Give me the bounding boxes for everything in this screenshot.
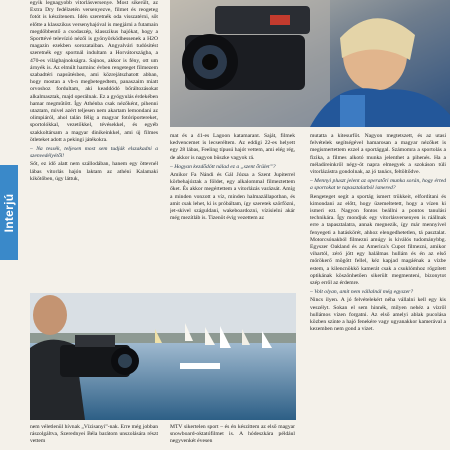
- interview-question: – Mennyi pluszt jelent az operatőri munka során, hogy érted a sportokat te tapasztalatból ismered?: [310, 178, 446, 192]
- section-label: Interjú: [2, 193, 16, 232]
- paragraph: Nincs ilyen. A jó felvételekért néha vállalni kell egy kis veszélyt. Sokan el sem hinnék, milyen nehéz a vízről hullámos vízen forgatni. Az első amelyi ablak pucolása közben szinte a hajó fenekére vagy ugyanakkor kamerával a kezemben nem gond a vizet.: [310, 297, 446, 333]
- paragraph: Amikor Fa Nándi és Gál Józsa a Szent Jupiterrel körbehajóztak a földet, egy alkalommal filmeztettem őket. És akkor megértettem a vitorlázás varázsát. Amíg a minden vonzott a víz, minden halmazállapotban, és amit csak lehet, ki is próbáltam, így szeretek szörfözni, jet-skivel száguldani, wakeboardozni, vízisielni akár még mezítláb is. Tizenöt évig vezettem az: [170, 172, 295, 222]
- cameraman-image: [170, 0, 450, 127]
- interview-question: – Hogyan kezdődött nálad ez a „szent őrület”?: [170, 163, 276, 170]
- paragraph: Rengeteget segít a sportág ismert trükkeit, elfordítani és kimondani az előtt, hogy üzemeltetett, hogy a vízen ki ismeri ezt. Nagyon fontos beállni a pontos tanulási technikára. Így mondjuk egy vitorlásversenyen is ráállnak erre a tapasztalatra, annak megnezik, így már mennyivel fenyegeti a hatáskörét, ahhoz elengedhetetlen, tá pasztalat. Motorcsónakból filmezni amúgy is kiválós tudománybbg. Egyszer Oakland és az America's Cupot filmezni, amikor vihartól, zéró jött egy halálmas hullám és én az első mörökerő mögött fellel, kéz kapjad magáénak a vízbe estem, a kilencnökkö kamerát csak a csuklómhoz rögzített optikának köszönhetően sikerült megmenteni, bizonytot szép erről az érdemre.: [310, 193, 446, 287]
- interview-question: – Volt olyan, amit nem vállalnál még egyszer?: [310, 289, 414, 296]
- left-margin: [0, 0, 20, 450]
- interview-question: – Na tessék, teljesen most sem tudják elszakadni a szenvedélyétől!: [30, 146, 158, 160]
- photo-sailing: [30, 293, 296, 420]
- paragraph: egyik legnagyobb vitorlásversenye. Most sikerült, az Extra Dry fedélzetén versenyezve, filmet és reogeteg fotót is készítenem. Idén szeretnék oda visszatérni, sőt előtte a klasszikus versenyhajóval is megjárni a futamain megdöbbentő a csodaszép, klasszikus hajókat, hogy a Sporttévé televízió nézői is gyönyörködhessenek a H2O magazin ezekben sorozataiban. Angyalvári tudósítést szeretnék egy sportnál indultam a Horvátországba, a 470-es világbajnokságra. Sajnos, akkor is fény, ott um árnyék is. Az elmúlt harminc évben rengeteget filmezem szabadtéri napsütésben, ami közrejátszhatott abban, hogy mostan a vb-n megbetegedtem, panaszaim miatt orvoshoz fordultam, aki keaddódó bőráltozásokat alkalmasztak, majd operálnak. Ez a gyógyulás érdekében hamar megműtött. Így Athénba csak nézőként, pihenni utaztam, mivel azért teljesen nem akartam lemondani az olimpiáról, ahol talán félig a magyar fotóriportereket, sportolókkal, vezetőkkel, tévésekkel, és egyéb szakkoltársam a magyar dinikeinkkel, ami új filmes ötleteket adott a pekingi játékokra.: [30, 0, 158, 143]
- paragraph: mat és a 41-es Lagoon katamarant. Saját, filmek kedvencemet is lecseréltem. Az eddigi 22-es helyett egy 28 lábas, Feeling típusú hajót vettem, ami elég rég, de akkor is nagyon büszke vagyok rá.: [170, 133, 295, 161]
- column-4-text: [30, 424, 158, 450]
- sailing-image: [30, 293, 296, 420]
- section-tab: [0, 165, 18, 260]
- column-3-text: [310, 133, 446, 450]
- paragraph: nem véletlenül hívnak „Vízisanyi”-nak. Erre még jobban rászolgáltva, Szerednyei Béla barátom unszolására részt vettem: [30, 424, 158, 445]
- paragraph: MTV sikertelen sport – és én készíttem az első magyar snowboard-oktatófilmet is. A hódeszkára például negyvenkét évesen: [170, 424, 295, 445]
- photo-cameraman: [170, 0, 450, 127]
- paragraph: mutatta a kitesurföt. Nagyon megtetszett, és az utasi felvételek segítségével hamarosan a magyar nézőket is megismertettem ezzel a sportággal. Számomra a sportolás a fizika, a filmes alkotó munka jelenthet a pihenés. Ha a méladíreinkről négy-öt napra elmegyek a szokáson túli vitorlázástra gondolnak, az jó tanács, feltöltődve.: [310, 133, 446, 176]
- column-1-text: [30, 0, 158, 290]
- column-2-text: [170, 133, 295, 291]
- column-5-text: [170, 424, 295, 450]
- paragraph: Sőt, ez idő alatt nem szállodában, hanem egy öttevnél lábas vitorlás hajón laktam az athéni Kalamaki kikötőben, úgy láttuk,: [30, 161, 158, 182]
